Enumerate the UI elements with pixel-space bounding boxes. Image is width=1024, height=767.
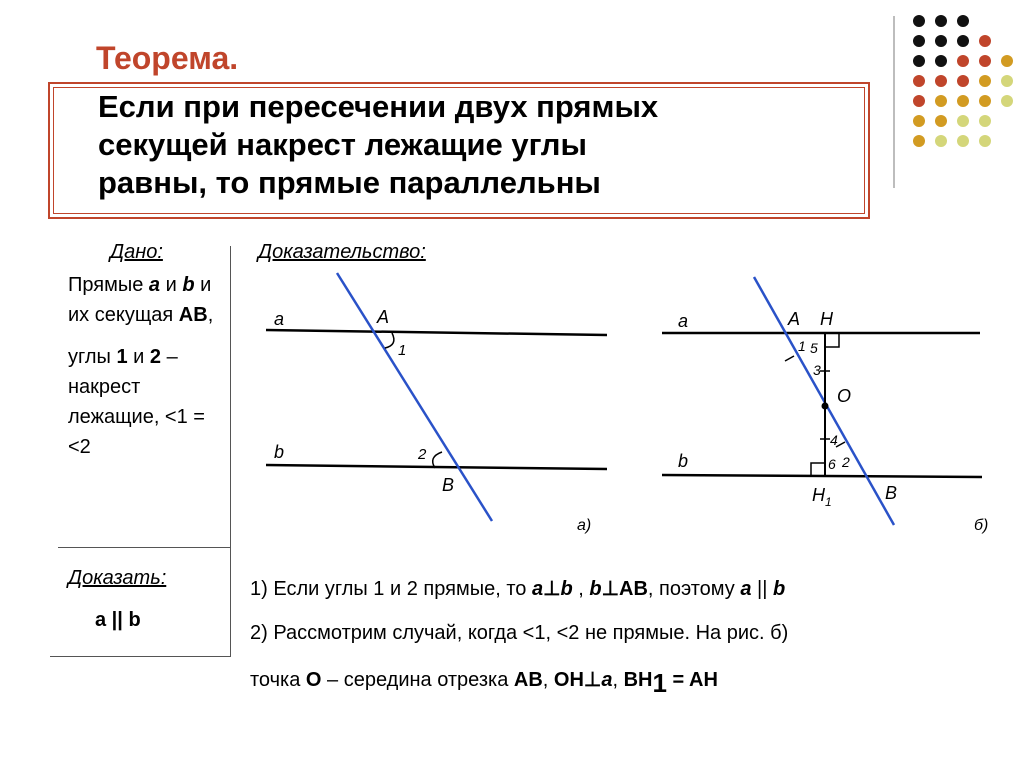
proof-figures xyxy=(232,255,1024,555)
prove-statement: a || b xyxy=(95,609,141,631)
caption-fig-a: а) xyxy=(577,517,592,534)
transversal-fig-a xyxy=(337,273,492,521)
decor-dots xyxy=(908,10,1018,170)
table-divider-vertical xyxy=(230,246,231,656)
theorem-line-1: Если при пересечении двух прямых xyxy=(98,89,659,124)
theorem-line-2: секущей накрест лежащие углы xyxy=(98,127,587,162)
angle-6-fig-b: 6 xyxy=(828,456,836,472)
label-b-fig-b: b xyxy=(678,451,689,471)
angle-2-fig-b: 2 xyxy=(842,454,850,470)
angle-2-fig-a: 2 xyxy=(418,446,427,463)
point-o-dot xyxy=(822,403,829,410)
angle-1-fig-a: 1 xyxy=(398,342,407,359)
slide-title: Теорема. xyxy=(96,40,239,76)
angle-5-fig-b: 5 xyxy=(810,340,818,356)
figure-a xyxy=(266,273,607,534)
label-a-fig-b: a xyxy=(678,311,689,331)
proof-step-1: 1) Если углы 1 и 2 прямые, то a⊥b , b⊥AB, поэтому a || b xyxy=(250,578,786,600)
decor-divider xyxy=(893,16,895,188)
table-divider-horizontal xyxy=(58,547,231,548)
point-h1-fig-b: $H_1$ xyxy=(812,485,832,509)
point-b-fig-a: B xyxy=(442,475,455,495)
theorem-line-3: равны, то прямые параллельны xyxy=(98,165,601,200)
prove-label: Доказать: xyxy=(68,567,167,589)
proof-step-3: точка O – середина отрезка AB, OH⊥a, BH1 = AH xyxy=(250,668,718,698)
label-b-fig-a: b xyxy=(274,442,285,462)
given-label: Дано: xyxy=(110,241,163,263)
caption-fig-b: б) xyxy=(974,517,989,534)
figure-b xyxy=(662,277,988,534)
table-divider-bottom xyxy=(50,656,231,657)
proof-label: Доказательство: xyxy=(258,241,426,263)
angle-4-fig-b: 4 xyxy=(830,432,838,448)
angle-1-fig-b: 1 xyxy=(798,338,806,354)
line-a-fig-a xyxy=(266,330,607,335)
line-b-fig-b xyxy=(662,475,982,477)
point-h-fig-b: H xyxy=(820,309,833,329)
label-a-fig-a: a xyxy=(274,309,285,329)
point-a-fig-a: A xyxy=(377,307,390,327)
proof-step-2: 2) Рассмотрим случай, когда <1, <2 не прямые. На рис. б) xyxy=(250,622,789,644)
point-o-fig-b: O xyxy=(837,386,852,406)
point-b-fig-b: B xyxy=(885,483,898,503)
angle-3-fig-b: 3 xyxy=(813,362,821,378)
point-a-fig-b: A xyxy=(788,309,801,329)
given-text: Прямые a и b и их секущая AB, углы 1 и 2 – накрест лежащие, <1 = <2 xyxy=(68,274,214,458)
line-b-fig-a xyxy=(266,465,607,469)
